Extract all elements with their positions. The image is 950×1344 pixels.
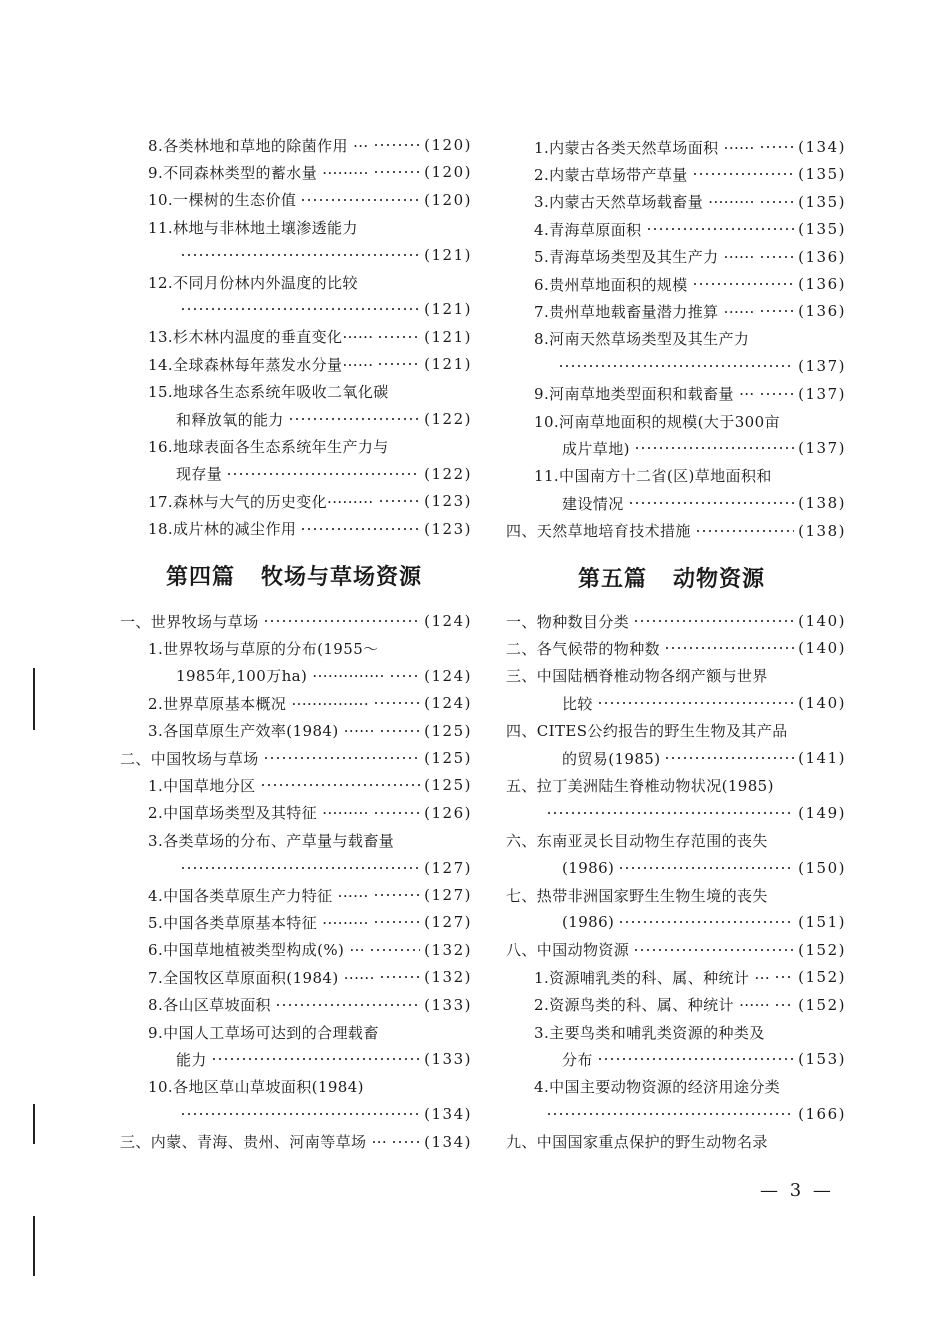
- toc-entry: [120, 187, 472, 213]
- toc-entry-page: (123): [424, 519, 472, 538]
- toc-leader-dots: [759, 256, 794, 258]
- toc-entry: [120, 406, 472, 432]
- toc-entry-page: (140): [798, 694, 846, 713]
- toc-entry-title: 11.林地与非林地土壤渗透能力: [148, 218, 358, 237]
- toc-entry: [120, 635, 472, 661]
- toc-entry-title: 1985年,100万ha) ··············: [176, 667, 385, 686]
- toc-leader-dots: [226, 473, 420, 475]
- toc-entry-title: 2.中国草场类型及其特征 ·········: [148, 804, 369, 823]
- toc-entry-title: 17.森林与大气的历史变化·········: [148, 492, 374, 511]
- toc-leader-dots: [692, 173, 794, 175]
- toc-leader-dots: [373, 702, 420, 704]
- toc-entry: [120, 992, 472, 1018]
- toc-entry: [120, 516, 472, 542]
- toc-entry-title: 3.各类草场的分布、产草量与载畜量: [148, 831, 395, 850]
- toc-entry-page: (124): [424, 666, 472, 685]
- toc-leader-dots: [634, 447, 794, 449]
- toc-entry: [506, 909, 846, 935]
- toc-entry-page: (122): [424, 410, 472, 428]
- toc-entry: [120, 690, 472, 716]
- toc-entry-title: 15.地球各生态系统年吸收二氧化碳: [148, 383, 389, 402]
- toc-leader-dots: [377, 363, 420, 365]
- toc-entry-page: (120): [424, 163, 472, 182]
- toc-entry: [120, 1019, 472, 1045]
- toc-entry-page: (123): [424, 492, 472, 511]
- toc-entry-title: 6.中国草地植被类型构成(%) ···: [148, 941, 365, 960]
- section-four-subtitle: 牧场与草场资源: [261, 565, 423, 590]
- toc-entry: [506, 745, 846, 771]
- toc-entry-page: (134): [424, 1132, 472, 1151]
- section-five-title: 第五篇: [578, 567, 648, 592]
- toc-leader-dots: [546, 1113, 794, 1115]
- toc-entry-page: (135): [798, 192, 846, 211]
- toc-leader-dots: [633, 620, 794, 622]
- toc-entry: [506, 435, 846, 461]
- toc-entry: [120, 324, 472, 350]
- toc-entry: [120, 1101, 472, 1127]
- toc-leader-dots: [288, 418, 420, 420]
- toc-entry-title: 三、中国陆栖脊椎动物各纲产额与世界: [506, 667, 768, 686]
- section-five-subtitle: 动物资源: [673, 567, 766, 592]
- toc-entry-page: (125): [424, 776, 472, 795]
- toc-entry-title: 2.世界草原基本概况 ···············: [148, 694, 370, 713]
- toc-leader-dots: [180, 308, 420, 310]
- toc-entry-title: 二、中国牧场与草场: [120, 749, 259, 768]
- toc-entry-title: 9.不同森林类型的蓄水量 ·········: [148, 163, 369, 182]
- toc-entry: [120, 855, 472, 881]
- toc-entry-title: 4.青海草原面积: [534, 220, 642, 239]
- toc-entry: [120, 827, 472, 853]
- toc-leader-dots: [263, 757, 421, 759]
- toc-entry-title: 3.主要鸟类和哺乳类资源的种类及: [534, 1023, 765, 1042]
- toc-entry-page: (136): [798, 302, 846, 321]
- toc-entry-title: 1.内蒙古各类天然草场面积 ······: [534, 138, 755, 157]
- toc-leader-dots: [373, 144, 421, 146]
- toc-entry-page: (122): [424, 464, 472, 483]
- toc-entry: [506, 490, 846, 516]
- toc-entry-page: (140): [798, 639, 846, 658]
- toc-entry-title: 七、热带非洲国家野生生物生境的丧失: [506, 886, 768, 905]
- toc-entry-page: (124): [424, 694, 472, 713]
- toc-entry: [506, 635, 846, 661]
- toc-leader-dots: [379, 976, 420, 978]
- toc-entry-page: (138): [798, 494, 846, 513]
- toc-entry: [506, 381, 846, 407]
- toc-entry: [506, 827, 846, 853]
- toc-entry-title: 2.内蒙古草场带产草量: [534, 165, 688, 184]
- toc-leader-dots: [391, 1141, 420, 1143]
- toc-entry-page: (133): [424, 995, 472, 1014]
- toc-entry-page: (126): [424, 803, 472, 822]
- toc-entry-title: 一、物种数目分类: [506, 612, 630, 631]
- toc-entry: [506, 518, 846, 544]
- toc-entry-title: 的贸易(1985): [562, 749, 661, 768]
- toc-entry: [120, 433, 472, 459]
- toc-entry: [506, 772, 846, 798]
- toc-entry: [120, 882, 472, 908]
- toc-leader-dots: [692, 283, 794, 285]
- toc-entry: [506, 690, 846, 716]
- toc-entry-page: (121): [424, 327, 472, 346]
- toc-entry: [120, 296, 472, 322]
- toc-leader-dots: [373, 921, 420, 923]
- section-four-heading: [166, 560, 422, 591]
- toc-entry-title: 4.中国各类草原生产力特征 ······: [148, 886, 369, 905]
- toc-entry: [120, 745, 472, 771]
- toc-entry-title: 建设情况: [562, 494, 624, 513]
- toc-entry-page: (121): [424, 245, 472, 264]
- toc-entry-title: 8.各类林地和草地的除菌作用 ···: [148, 136, 369, 155]
- toc-leader-dots: [373, 894, 420, 896]
- toc-entry: [506, 718, 846, 744]
- toc-entry: [506, 298, 846, 324]
- toc-entry: [120, 351, 472, 377]
- toc-entry-page: (152): [798, 968, 846, 987]
- toc-entry: [120, 1129, 472, 1155]
- toc-entry-title: 9.河南草地类型面积和载畜量 ···: [534, 385, 755, 404]
- toc-leader-dots: [597, 1058, 794, 1060]
- toc-entry-title: 现存量: [176, 465, 223, 484]
- toc-leader-dots: [759, 146, 794, 148]
- toc-entry-page: (127): [424, 858, 472, 877]
- toc-leader-dots: [546, 812, 794, 814]
- section-five-heading: [578, 562, 765, 593]
- toc-entry: [120, 488, 472, 514]
- toc-entry: [120, 937, 472, 963]
- toc-entry-title: 一、世界牧场与草场: [120, 612, 259, 631]
- toc-entry-title: 8.河南天然草场类型及其生产力: [534, 330, 750, 349]
- toc-leader-dots: [379, 730, 420, 732]
- toc-entry-page: (121): [424, 355, 472, 374]
- toc-leader-dots: [300, 199, 420, 201]
- toc-entry: [506, 353, 846, 379]
- toc-entry: [120, 461, 472, 487]
- toc-leader-dots: [369, 949, 420, 951]
- toc-entry-title: 成片草地): [562, 439, 630, 458]
- toc-entry-title: 6.贵州草地面积的规模: [534, 275, 688, 294]
- toc-entry-title: 四、天然草地培育技术措施: [506, 522, 691, 541]
- toc-entry-title: 二、各气候带的物种数: [506, 639, 661, 658]
- toc-entry: [120, 1046, 472, 1072]
- toc-entry: [506, 1046, 846, 1072]
- toc-entry-page: (136): [798, 247, 846, 266]
- toc-entry-title: 六、东南亚灵长目动物生存范围的丧失: [506, 831, 768, 850]
- toc-entry-title: 13.杉木林内温度的垂直变化······: [148, 328, 374, 347]
- toc-leader-dots: [695, 530, 794, 532]
- toc-entry-page: (151): [798, 913, 846, 932]
- toc-entry: [120, 608, 472, 634]
- toc-entry-page: (149): [798, 803, 846, 822]
- toc-leader-dots: [260, 784, 421, 786]
- toc-leader-dots: [618, 921, 794, 923]
- toc-leader-dots: [378, 500, 421, 502]
- toc-leader-dots: [558, 365, 794, 367]
- toc-leader-dots: [389, 675, 420, 677]
- toc-leader-dots: [664, 647, 794, 649]
- toc-leader-dots: [633, 949, 794, 951]
- toc-entry: [506, 326, 846, 352]
- toc-entry-title: 10.一棵树的生态价值: [148, 191, 297, 210]
- toc-entry: [506, 189, 846, 215]
- toc-entry: [120, 1074, 472, 1100]
- toc-entry-page: (138): [798, 521, 846, 540]
- toc-entry-title: (1986): [562, 858, 615, 877]
- toc-entry-page: (166): [798, 1105, 846, 1124]
- toc-entry-page: (120): [424, 136, 472, 154]
- toc-entry: [506, 463, 846, 489]
- toc-leader-dots: [373, 171, 420, 173]
- toc-entry-page: (134): [798, 138, 846, 156]
- toc-entry-title: 18.成片林的减尘作用: [148, 520, 297, 539]
- toc-entry: [120, 909, 472, 935]
- toc-entry-title: 八、中国动物资源: [506, 941, 630, 960]
- toc-entry-page: (141): [798, 749, 846, 767]
- toc-entry-page: (127): [424, 913, 472, 932]
- toc-entry: [120, 214, 472, 240]
- toc-entry: [506, 161, 846, 187]
- toc-entry-title: (1986): [562, 913, 615, 932]
- toc-entry-page: (137): [798, 439, 846, 458]
- toc-entry-page: (125): [424, 721, 472, 740]
- toc-leader-dots: [180, 867, 420, 869]
- toc-entry-title: 12.不同月份林内外温度的比较: [148, 273, 358, 292]
- toc-leader-dots: [263, 620, 421, 622]
- toc-entry-page: (140): [798, 612, 846, 630]
- toc-entry-title: 8.各山区草坡面积: [148, 996, 271, 1015]
- toc-entry-title: 4.中国主要动物资源的经济用途分类: [534, 1078, 781, 1097]
- toc-leader-dots: [646, 228, 795, 230]
- toc-entry-title: 能力: [176, 1050, 207, 1069]
- toc-entry-page: (121): [424, 300, 472, 319]
- toc-entry-title: 1.资源哺乳类的科、属、种统计 ···: [534, 968, 770, 987]
- toc-entry-page: (133): [424, 1050, 472, 1069]
- toc-entry: [506, 216, 846, 242]
- toc-entry: [506, 992, 846, 1018]
- toc-entry: [506, 1101, 846, 1127]
- toc-entry: [506, 1129, 846, 1155]
- toc-entry: [506, 1074, 846, 1100]
- toc-leader-dots: [628, 502, 795, 504]
- toc-entry-title: 1.世界牧场与草原的分布(1955～: [148, 639, 379, 658]
- toc-entry-title: 9.中国人工草场可达到的合理载畜: [148, 1023, 379, 1042]
- toc-entry: [120, 772, 472, 798]
- toc-entry-page: (135): [798, 165, 846, 184]
- toc-leader-dots: [300, 528, 420, 530]
- scan-mark: [33, 1216, 35, 1276]
- toc-entry: [506, 800, 846, 826]
- toc-entry-title: 11.中国南方十二省(区)草地面积和: [534, 467, 772, 486]
- page-number: — 3 —: [760, 1180, 834, 1201]
- toc-entry-title: 1.中国草地分区: [148, 776, 256, 795]
- toc-entry-title: 三、内蒙、青海、贵州、河南等草场 ···: [120, 1133, 388, 1152]
- toc-entry-title: 16.地球表面各生态系统年生产力与: [148, 437, 389, 456]
- toc-entry: [120, 718, 472, 744]
- toc-entry-title: 7.贵州草地载畜量潜力推算 ······: [534, 302, 755, 321]
- toc-entry-title: 10.各地区草山草坡面积(1984): [148, 1078, 364, 1097]
- toc-entry-page: (153): [798, 1050, 846, 1069]
- toc-entry-title: 3.内蒙古天然草场载畜量 ·········: [534, 193, 755, 212]
- toc-entry-title: 四、CITES公约报告的野生生物及其产品: [506, 722, 788, 741]
- toc-entry-page: (125): [424, 749, 472, 767]
- toc-entry: [506, 882, 846, 908]
- toc-leader-dots: [774, 976, 794, 978]
- toc-entry: [120, 800, 472, 826]
- toc-entry: [120, 964, 472, 990]
- toc-right-column: [506, 0, 846, 1344]
- toc-entry-page: (136): [798, 275, 846, 293]
- toc-leader-dots: [211, 1058, 420, 1060]
- toc-entry-title: 14.全球森林每年蒸发水分量······: [148, 355, 374, 374]
- scan-mark: [33, 1104, 35, 1144]
- toc-entry: [506, 964, 846, 990]
- toc-entry-title: 10.河南草地面积的规模(大于300亩: [534, 412, 780, 431]
- toc-entry-title: 五、拉丁美洲陆生脊椎动物状况(1985): [506, 776, 774, 795]
- toc-entry: [506, 937, 846, 963]
- toc-entry-title: 九、中国国家重点保护的野生动物名录: [506, 1133, 768, 1152]
- toc-leader-dots: [759, 393, 795, 395]
- toc-entry-page: (124): [424, 612, 472, 630]
- toc-entry: [120, 379, 472, 405]
- toc-entry-page: (132): [424, 968, 472, 987]
- toc-entry-page: (152): [798, 995, 846, 1014]
- toc-entry: [506, 608, 846, 634]
- toc-entry: [120, 159, 472, 185]
- toc-leader-dots: [373, 812, 420, 814]
- toc-entry-page: (135): [798, 220, 846, 239]
- toc-entry-title: 和释放氧的能力: [176, 410, 284, 429]
- scan-mark: [33, 668, 35, 730]
- toc-leader-dots: [180, 254, 420, 256]
- toc-entry: [120, 132, 472, 158]
- toc-entry: [120, 269, 472, 295]
- toc-left-column: [120, 0, 472, 1344]
- toc-entry: [506, 271, 846, 297]
- toc-leader-dots: [180, 1113, 420, 1115]
- toc-entry-title: 5.青海草场类型及其生产力 ······: [534, 248, 755, 267]
- toc-entry: [120, 663, 472, 689]
- toc-entry-title: 分布: [562, 1050, 593, 1069]
- toc-entry: [506, 1019, 846, 1045]
- toc-entry: [506, 134, 846, 160]
- toc-leader-dots: [759, 201, 794, 203]
- toc-leader-dots: [664, 757, 794, 759]
- toc-entry-page: (134): [424, 1105, 472, 1124]
- toc-entry: [120, 242, 472, 268]
- toc-entry-title: 7.全国牧区草原面积(1984) ······: [148, 968, 375, 987]
- toc-entry: [506, 244, 846, 270]
- section-four-title: 第四篇: [166, 565, 236, 590]
- toc-entry-page: (132): [424, 940, 472, 959]
- toc-leader-dots: [774, 1004, 794, 1006]
- toc-entry-title: 3.各国草原生产效率(1984) ······: [148, 722, 375, 741]
- toc-entry-page: (120): [424, 190, 472, 209]
- toc-entry: [506, 408, 846, 434]
- toc-entry-page: (152): [798, 940, 846, 959]
- toc-entry-title: 2.资源鸟类的科、属、种统计 ······: [534, 996, 771, 1015]
- toc-entry-title: 比较: [562, 694, 593, 713]
- toc-entry-page: (127): [424, 886, 472, 904]
- toc-entry-page: (137): [798, 384, 846, 403]
- toc-leader-dots: [597, 702, 794, 704]
- toc-leader-dots: [618, 867, 794, 869]
- toc-leader-dots: [275, 1004, 420, 1006]
- toc-leader-dots: [377, 336, 420, 338]
- toc-entry: [506, 855, 846, 881]
- toc-entry: [506, 663, 846, 689]
- toc-entry-title: 5.中国各类草原基本特征 ·········: [148, 913, 369, 932]
- toc-entry-page: (137): [798, 357, 846, 376]
- toc-leader-dots: [759, 310, 794, 312]
- toc-entry-page: (150): [798, 858, 846, 877]
